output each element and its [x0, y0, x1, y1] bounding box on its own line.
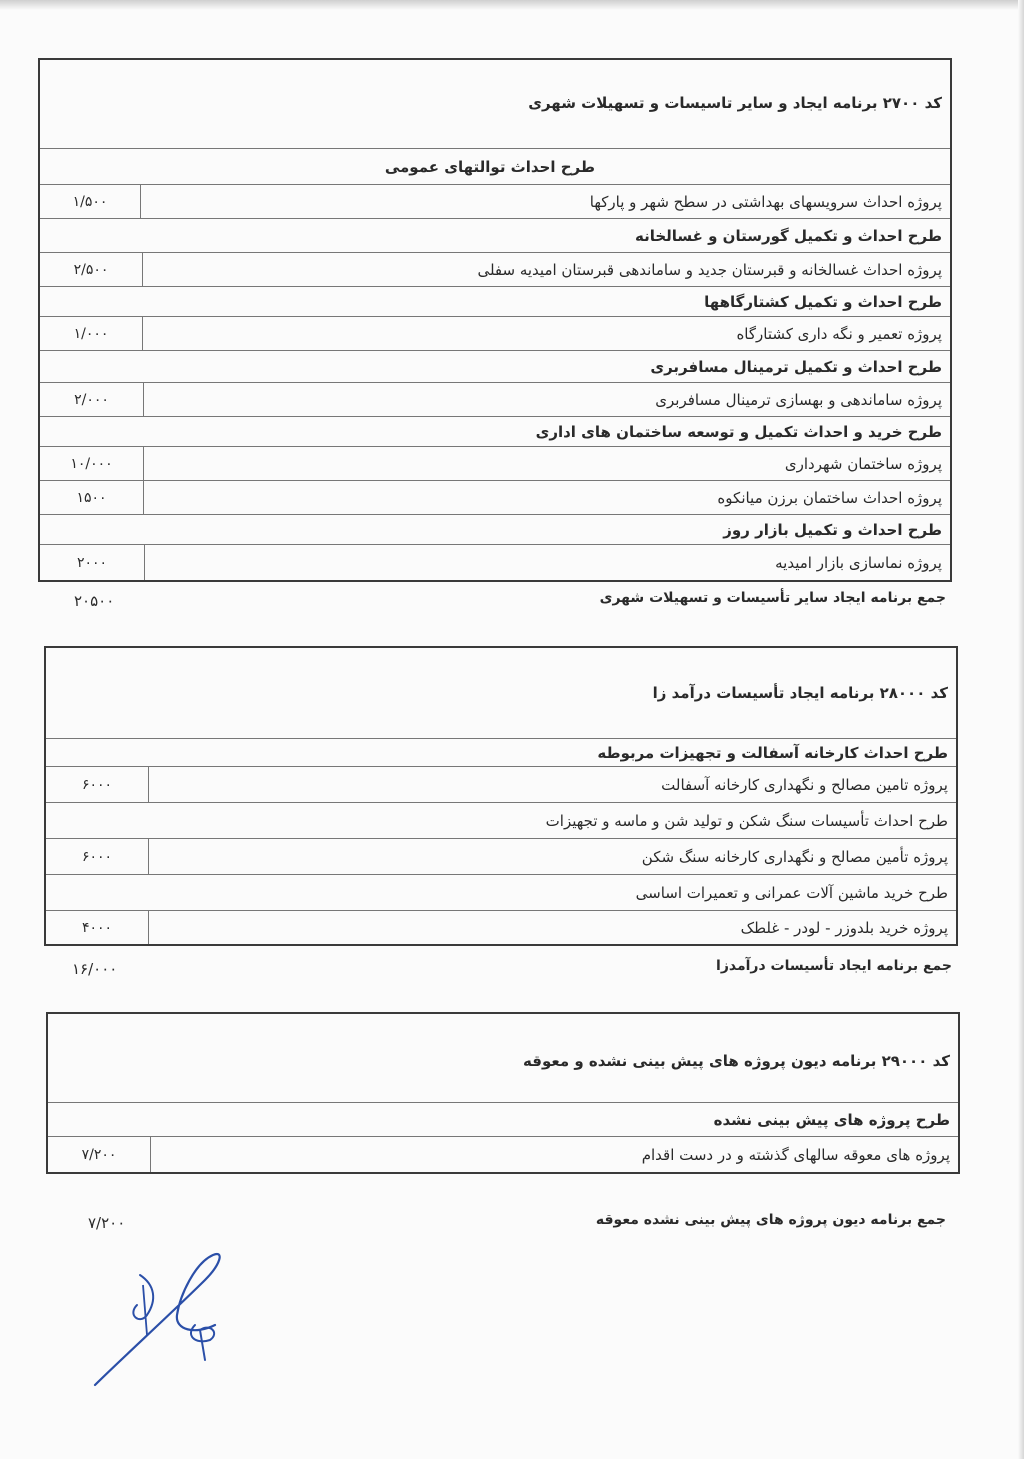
section-total-label: جمع برنامه ایجاد تأسیسات درآمدزا — [716, 958, 952, 974]
row-label: پروژه ساختمان شهرداری — [784, 454, 942, 473]
table-row — [46, 738, 956, 766]
row-label: طرح احداث و تکمیل بازار روز — [723, 520, 942, 539]
table-row — [40, 416, 950, 446]
row-label: پروژه احداث غسالخانه و قبرستان جدید و ساماندهی قبرستان امیدیه سفلی — [477, 260, 942, 279]
row-value: ۶۰۰۰ — [46, 767, 149, 802]
row-value: ۱۵۰۰ — [40, 481, 144, 514]
table-row — [48, 1136, 958, 1172]
table-row — [40, 286, 950, 316]
row-value: ۱/۵۰۰ — [40, 185, 141, 218]
table-row — [46, 910, 956, 944]
row-value: ۲/۵۰۰ — [40, 253, 143, 286]
row-label: پروژه ساماندهی و بهسازی ترمینال مسافربری — [655, 390, 942, 409]
row-label: طرح احداث تأسیسات سنگ شکن و تولید شن و ماسه و تجهیزات — [545, 811, 948, 830]
row-label: طرح احداث و تکمیل کشتارگاهها — [704, 292, 942, 311]
table-row — [46, 838, 956, 874]
scan-edge-top — [0, 0, 1024, 10]
row-label: پروژه های معوقه سالهای گذشته و در دست اقدام — [641, 1145, 950, 1164]
section-title: کد ۲۹۰۰۰ برنامه دیون پروژه های پیش بینی نشده و معوقه — [523, 1052, 950, 1070]
row-value: ۲/۰۰۰ — [40, 383, 144, 416]
row-value: ۷/۲۰۰ — [48, 1137, 151, 1172]
table-row — [40, 184, 950, 218]
table-row — [40, 480, 950, 514]
row-label: پروژه احداث ساختمان برزن میانکوه — [717, 488, 942, 507]
section-unforeseen-projects — [46, 1012, 960, 1174]
table-row — [40, 544, 950, 580]
row-label: طرح خرید ماشین آلات عمرانی و تعمیرات اساسی — [635, 883, 948, 902]
table-row — [40, 218, 950, 252]
section-total-value: ۷/۲۰۰ — [88, 1214, 126, 1232]
section-revenue-facilities — [44, 646, 958, 946]
table-row — [46, 766, 956, 802]
table-row — [46, 802, 956, 838]
row-label: طرح احداث و تکمیل گورستان و غسالخانه — [634, 226, 942, 245]
row-value: ۴۰۰۰ — [46, 911, 149, 944]
table-row — [46, 874, 956, 910]
row-label: پروژه تأمین مصالح و نگهداری کارخانه سنگ شکن — [641, 847, 948, 866]
row-label: طرح پروژه های پیش بینی نشده — [713, 1110, 950, 1129]
row-value: ۱۰/۰۰۰ — [40, 447, 144, 480]
section-title-row — [46, 648, 956, 738]
table-row — [40, 514, 950, 544]
table-row — [40, 446, 950, 480]
section-title-row — [40, 60, 950, 148]
section-urban-facilities — [38, 58, 952, 582]
row-label: طرح احداث توالتهای عمومی — [384, 157, 595, 176]
section-total-value: ۱۶/۰۰۰ — [72, 960, 118, 978]
table-row — [40, 148, 950, 184]
section-title: کد ۲۸۰۰۰ برنامه ایجاد تأسیسات درآمد زا — [652, 684, 948, 702]
section-total-value: ۲۰۵۰۰ — [74, 592, 115, 610]
table-row — [40, 382, 950, 416]
section-total-label: جمع برنامه دیون پروژه های پیش بینی نشده معوقه — [595, 1212, 946, 1228]
table-row — [48, 1102, 958, 1136]
row-label: طرح احداث کارخانه آسفالت و تجهیزات مربوطه — [597, 743, 948, 762]
table-row — [40, 350, 950, 382]
table-row — [40, 252, 950, 286]
scan-edge-right — [1018, 0, 1024, 1459]
section-total-label: جمع برنامه ایجاد سایر تأسیسات و تسهیلات شهری — [599, 590, 946, 606]
handwritten-signature — [85, 1245, 255, 1395]
table-row — [40, 316, 950, 350]
row-label: پروژه نماسازی بازار امیدیه — [775, 553, 942, 572]
row-label: پروژه تعمیر و نگه داری کشتارگاه — [736, 324, 942, 343]
row-label: طرح احداث و تکمیل ترمینال مسافربری — [650, 357, 942, 376]
row-label: طرح خرید و احداث تکمیل و توسعه ساختمان های اداری — [535, 422, 942, 441]
section-title-row — [48, 1014, 958, 1102]
row-value: ۲۰۰۰ — [40, 545, 145, 580]
row-label: پروژه تامین مصالح و نگهداری کارخانه آسفالت — [661, 775, 948, 794]
row-value: ۶۰۰۰ — [46, 839, 149, 874]
section-title: کد ۲۷۰۰ برنامه ایجاد و سایر تاسیسات و تسهیلات شهری — [528, 94, 942, 112]
row-value: ۱/۰۰۰ — [40, 317, 143, 350]
row-label: پروژه احداث سرویسهای بهداشتی در سطح شهر و پارکها — [589, 192, 942, 211]
row-label: پروژه خرید بلدوزر - لودر - غلطک — [740, 918, 948, 937]
